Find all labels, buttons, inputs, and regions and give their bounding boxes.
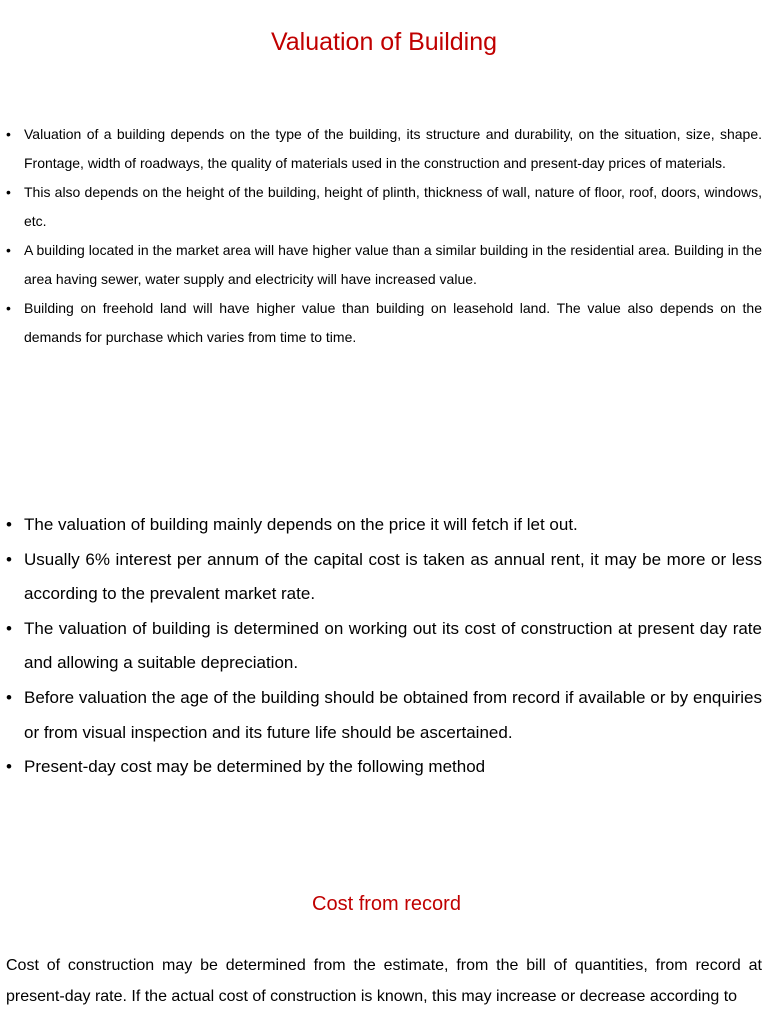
list-item: • This also depends on the height of the building, height of plinth, thickness of wall, nature of floor, roof, doors, windows, etc.	[24, 178, 762, 236]
list-item: • Valuation of a building depends on the type of the building, its structure and durability, on the situation, size, shape. Frontage, width of roadways, the quality of materials used in the construction and present-day prices of materials.	[24, 120, 762, 178]
bullet-list-valuation	[24, 508, 762, 785]
list-item: • The valuation of building mainly depends on the price it will fetch if let out.	[24, 508, 762, 543]
list-item: • Present-day cost may be determined by the following method	[24, 750, 762, 785]
body-paragraph: Cost of construction may be determined from the estimate, from the bill of quantities, from record at present-day rate. If the actual cost of construction is known, this may increase or decrease according to	[6, 957, 762, 1005]
list-item: • Before valuation the age of the building should be obtained from record if available or by enquiries or from visual inspection and its future life should be ascertained.	[24, 681, 762, 750]
list-item: • A building located in the market area will have higher value than a similar building in the residential area. Building in the area having sewer, water supply and electricity will have increased value.	[24, 236, 762, 294]
list-item: • Usually 6% interest per annum of the capital cost is taken as annual rent, it may be more or less according to the prevalent market rate.	[24, 543, 762, 612]
bullet-list-general	[24, 120, 762, 352]
page-title: Valuation of Building	[270, 28, 498, 56]
list-item: • The valuation of building is determined on working out its cost of construction at present day rate and allowing a suitable depreciation.	[24, 612, 762, 681]
section-heading: Cost from record	[312, 893, 461, 915]
list-item: • Building on freehold land will have higher value than building on leasehold land. The value also depends on the demands for purchase which varies from time to time.	[24, 294, 762, 352]
